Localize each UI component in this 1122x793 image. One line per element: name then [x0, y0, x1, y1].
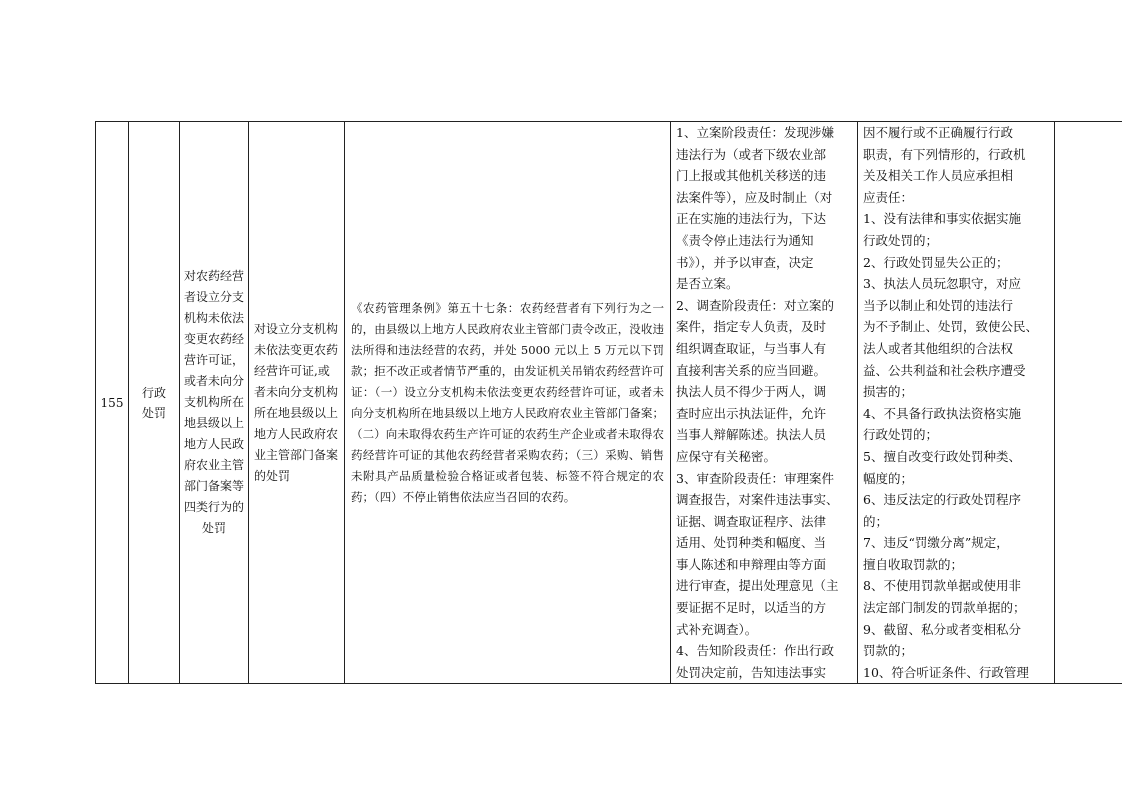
accountability-line: 法人或者其他组织的合法权 — [863, 340, 1014, 356]
accountability-line: 罚款的； — [863, 643, 914, 659]
duty-line: 违法行为（或者下级农业部 — [676, 146, 827, 162]
accountability-line: 为不予制止、处罚，致使公民、 — [863, 319, 1039, 335]
duty-line: 《责令停止违法行为通知 — [676, 232, 814, 248]
accountability-line: 当予以制止和处罚的违法行 — [863, 297, 1014, 313]
accountability-line: 行政处罚的； — [863, 232, 939, 248]
item-name-cell — [180, 122, 249, 684]
duty-table — [95, 121, 1122, 684]
category-cell — [129, 122, 180, 684]
duty-line: 查时应出示执法证件，允许 — [676, 405, 827, 421]
legal-basis-text: 《农药管理条例》第五十七条：农药经营者有下列行为之一的，由县级以上地方人民政府农业主管部门责令改正，没收违法所得和违法经营的农药，并处 5000 元以上 5 万元以下罚款；拒不改正或者情节严重的，由发证机关吊销农药经营许可证：（一）设立分支机构未依法变更农药经营许可证，或者未向分支机构所在地县级以上地方人民政府农业主管部门备案；（二）向未取得农药生产许可证的农药生产企业或者未取得农药经营许可证的其他农药经营者采购农药；（三）采购、销售未附具产品质量检验合格证或者包装、标签不符合规定的农药；（四）不停止销售依法应当召回的农药。 — [351, 300, 664, 504]
duty-cell — [671, 122, 858, 684]
duty-line: 处罚决定前，告知违法事实 — [676, 664, 827, 680]
accountability-line: 6、违反法定的行政处罚程序 — [863, 492, 1021, 508]
accountability-line: 7、违反“罚缴分离”规定， — [863, 535, 1009, 551]
accountability-line: 10、符合听证条件、行政管理 — [863, 664, 1029, 680]
duty-line: 进行审查，提出处理意见（主 — [676, 578, 839, 594]
sub-item-text: 对设立分支机构未依法变更农药经营许可证,或者未向分支机构所在地县级以上地方人民政府农业主管部门备案的处罚 — [254, 321, 339, 483]
accountability-line: 2、行政处罚显失公正的； — [863, 254, 1009, 270]
accountability-lines — [863, 122, 1049, 683]
legal-basis-cell — [345, 122, 671, 684]
duty-line: 法案件等），应及时制止（对 — [676, 189, 833, 205]
accountability-line: 幅度的； — [863, 470, 914, 486]
duty-line: 当事人辩解陈述。执法人员 — [676, 427, 827, 443]
sub-item-cell — [249, 122, 345, 684]
accountability-line: 的； — [863, 513, 889, 529]
duty-line: 3、审查阶段责任：审理案件 — [676, 470, 834, 486]
duty-line: 正在实施的违法行为，下达 — [676, 211, 827, 227]
accountability-line: 1、没有法律和事实依据实施 — [863, 211, 1021, 227]
accountability-line: 5、擅自改变行政处罚种类、 — [863, 448, 1021, 464]
duty-line: 2、调查阶段责任：对立案的 — [676, 297, 834, 313]
accountability-line: 应责任： — [863, 189, 914, 205]
duty-line: 组织调查取证，与当事人有 — [676, 340, 827, 356]
duty-line: 事人陈述和申辩理由等方面 — [676, 556, 827, 572]
duty-line: 案件，指定专人负责，及时 — [676, 319, 827, 335]
duty-line: 式补充调查）。 — [676, 621, 758, 637]
accountability-line: 职责，有下列情形的，行政机 — [863, 146, 1026, 162]
duty-line: 4、告知阶段责任：作出行政 — [676, 643, 834, 659]
item-name-text: 对农药经营者设立分支机构未依法变更农药经营许可证，或者未向分支机构所在地县级以上地方人民政府农业主管部门备案等四类行为的处罚 — [184, 269, 245, 536]
duty-line: 调查报告，对案件违法事实、 — [676, 492, 839, 508]
duty-line: 书》），并予以审查，决定 — [676, 254, 814, 270]
duty-lines — [676, 122, 852, 683]
note-cell — [1055, 122, 1122, 684]
duty-line: 执法人员不得少于两人，调 — [676, 384, 827, 400]
accountability-line: 损害的； — [863, 384, 914, 400]
accountability-line: 擅自收取罚款的； — [863, 556, 964, 572]
accountability-line: 3、执法人员玩忽职守，对应 — [863, 276, 1021, 292]
duty-line: 证据、调查取证程序、法律 — [676, 513, 827, 529]
accountability-line: 关及相关工作人员应承担相 — [863, 168, 1014, 184]
row-number: 155 — [96, 122, 129, 684]
accountability-cell — [858, 122, 1055, 684]
accountability-line: 行政处罚的； — [863, 427, 939, 443]
duty-line: 适用、处罚种类和幅度、当 — [676, 535, 827, 551]
accountability-line: 益、公共利益和社会秩序遭受 — [863, 362, 1026, 378]
duty-line: 门上报或其他机关移送的违 — [676, 168, 827, 184]
accountability-line: 因不履行或不正确履行行政 — [863, 125, 1014, 140]
duty-line: 是否立案。 — [676, 276, 739, 292]
accountability-line: 4、不具备行政执法资格实施 — [863, 405, 1021, 421]
duty-line: 直接利害关系的应当回避。 — [676, 362, 827, 378]
category-text: 行政处罚 — [141, 385, 166, 420]
accountability-line: 法定部门制发的罚款单据的； — [863, 600, 1026, 616]
duty-line: 1、立案阶段责任：发现涉嫌 — [676, 125, 834, 140]
accountability-line: 9、截留、私分或者变相私分 — [863, 621, 1021, 637]
table-row — [96, 122, 1122, 684]
accountability-line: 8、不使用罚款单据或使用非 — [863, 578, 1021, 594]
duty-line: 应保守有关秘密。 — [676, 448, 777, 464]
duty-line: 要证据不足时，以适当的方 — [676, 600, 827, 616]
